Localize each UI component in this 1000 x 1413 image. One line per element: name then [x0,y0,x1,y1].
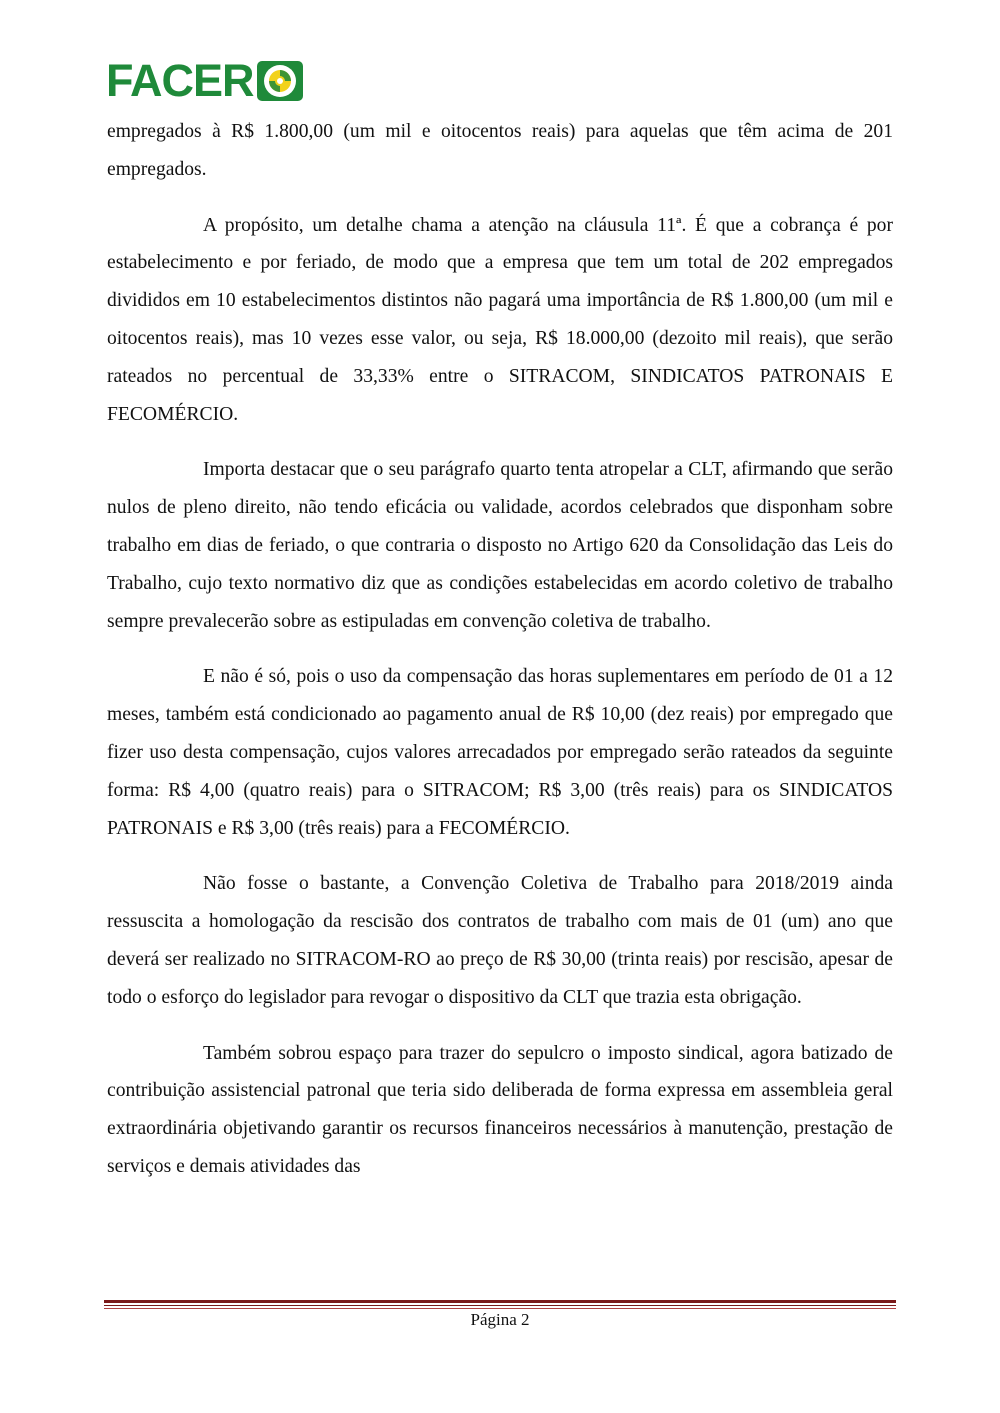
paragraph-6: Também sobrou espaço para trazer do sepulcro o imposto sindical, agora batizado de contribuição assistencial patronal que teria sido deliberada de forma expressa em assembleia geral extraordinária objetivando garantir os recursos financeiros necessários à manutenção, prestação de serviços e demais atividades das [107,1042,893,1177]
paragraph-2: A propósito, um detalhe chama a atenção na cláusula 11ª. É que a cobrança é por estabelecimento e por feriado, de modo que a empresa que tem um total de 202 empregados divididos em 10 estabelecimentos distintos não pagará uma importância de R$ 1.800,00 (um mil e oitocentos reais), mas 10 vezes esse valor, ou seja, R$ 18.000,00 (dezoito mil reais), que serão rateados no percentual de 33,33% entre o SITRACOM, SINDICATOS PATRONAIS E FECOMÉRCIO. [107,214,893,425]
paragraph-4: E não é só, pois o uso da compensação das horas suplementares em período de 01 a 12 meses, também está condicionado ao pagamento anual de R$ 10,00 (dez reais) por empregado que fizer uso desta compensação, cujos valores arrecadados por empregado serão rateados da seguinte forma: R$ 4,00 (quatro reais) para o SITRACOM; R$ 3,00 (três reais) para os SINDICATOS PATRONAIS e R$ 3,00 (três reais) para a FECOMÉRCIO. [107,666,893,839]
footer-divider [104,1300,896,1309]
paragraph-5: Não fosse o bastante, a Convenção Coletiva de Trabalho para 2018/2019 ainda ressuscita a homologação da rescisão dos contratos de trabalho com mais de 01 (um) ano que deverá ser realizado no SITRACOM-RO ao preço de R$ 30,00 (trinta reais) por rescisão, apesar de todo o esforço do legislador para revogar o dispositivo da CLT que trazia esta obrigação. [107,873,893,1008]
sun-swirl-logo-icon [256,59,304,103]
page-number: Página 2 [470,1310,530,1329]
document-body [107,113,893,1204]
facer-logo [106,55,304,106]
paragraph-3: Importa destacar que o seu parágrafo quarto tenta atropelar a CLT, afirmando que serão nulos de pleno direito, não tendo eficácia ou validade, acordos celebrados que disponham sobre trabalho em dias de feriado, o que contraria o disposto no Artigo 620 da Consolidação das Leis do Trabalho, cujo texto normativo diz que as condições estabelecidas em acordo coletivo de trabalho sempre prevalecerão sobre as estipuladas em convenção coletiva de trabalho. [107,459,893,632]
paragraph-1: empregados à R$ 1.800,00 (um mil e oitocentos reais) para aquelas que têm acima de 201 empregados. [107,121,893,180]
logo-text: FACER [106,55,254,106]
